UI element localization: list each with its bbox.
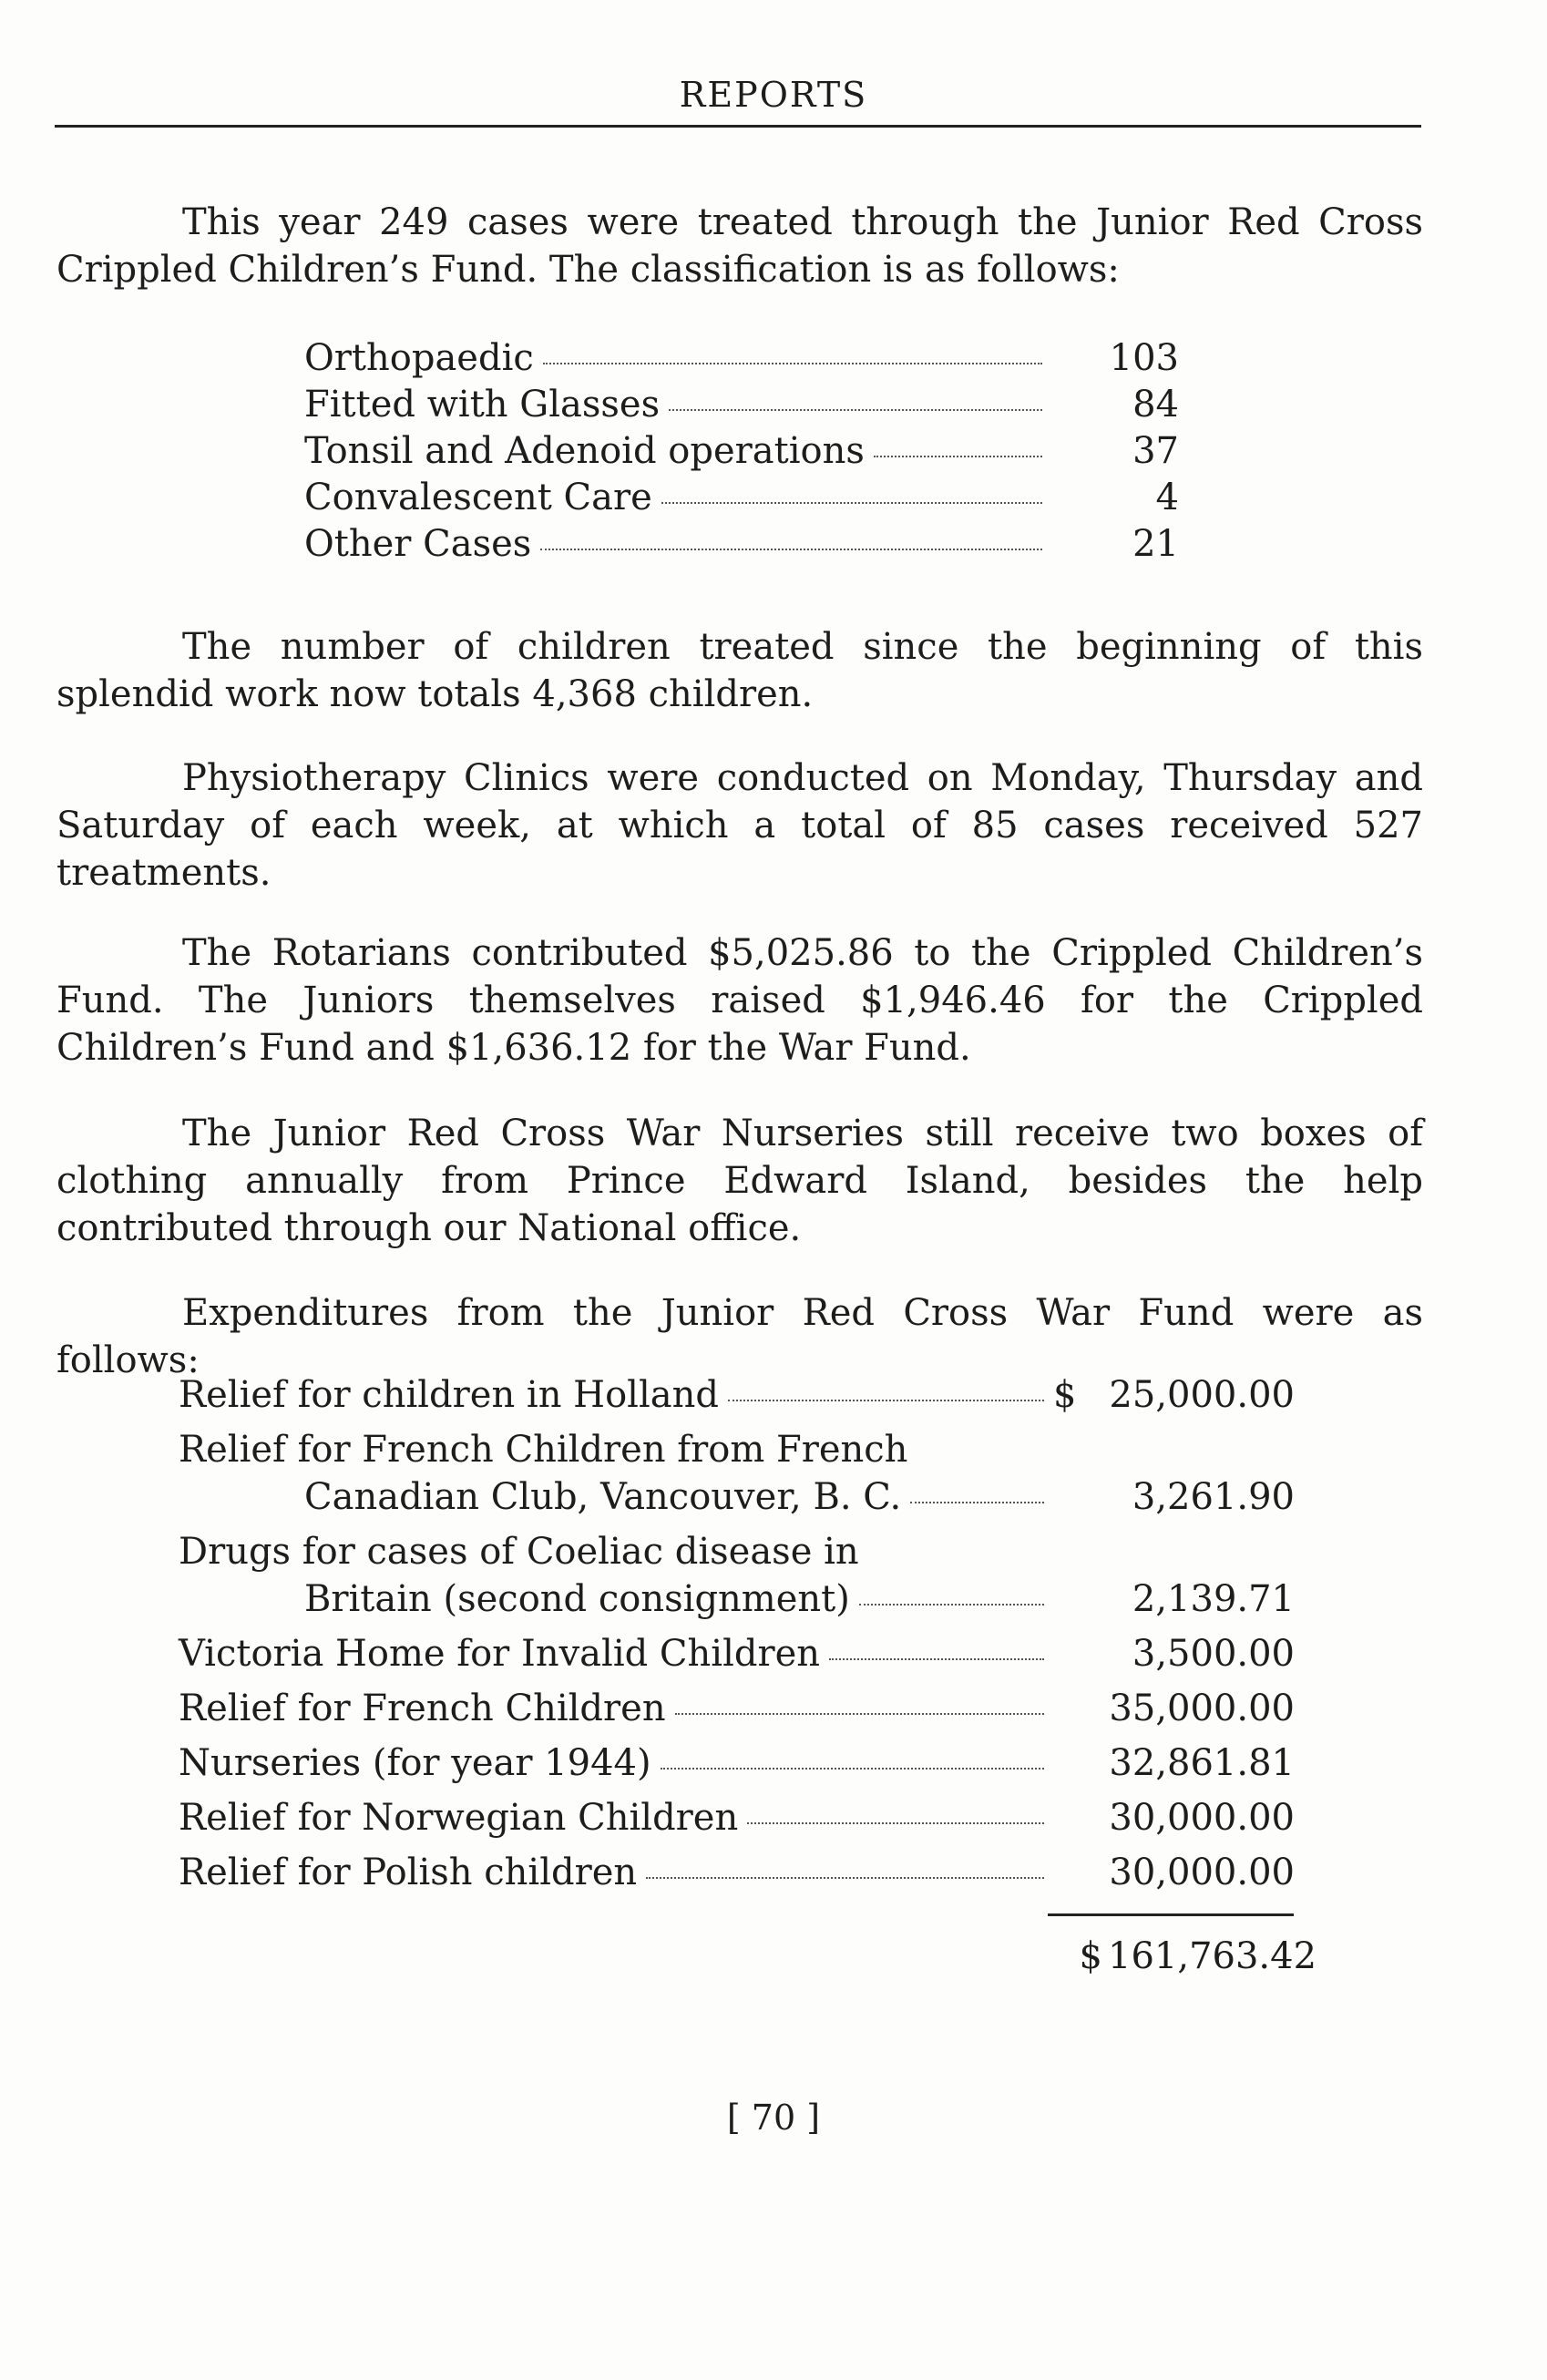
expenditure-label: Relief for Norwegian Children (179, 1797, 739, 1839)
page-number: [ 70 ] (726, 2098, 821, 2138)
dot-leader (661, 1768, 1044, 1770)
dot-leader (728, 1400, 1044, 1401)
paragraph-physiotherapy: Physiotherapy Clinics were conducted on Monday, Thursday and Saturday of each week, at which a total of 85 cases received 527 treatments. (56, 757, 1423, 894)
expenditure-label: Nurseries (for year 1944) (179, 1742, 651, 1784)
header-rule (55, 125, 1421, 128)
expenditures-table (179, 1374, 1295, 1906)
expenditure-row (179, 1374, 1295, 1429)
paragraph-expenditures-intro: Expenditures from the Junior Red Cross War Fund were as follows: (56, 1292, 1423, 1381)
dot-leader (829, 1658, 1044, 1660)
classification-value: 21 (1132, 523, 1179, 565)
classification-label: Other Cases (304, 523, 532, 565)
expenditure-amount: 30,000.00 (1109, 1797, 1295, 1839)
expenditure-amount: 3,261.90 (1132, 1476, 1295, 1518)
total-row (1048, 1935, 1317, 1977)
dot-leader (646, 1877, 1044, 1879)
classification-value: 84 (1132, 384, 1179, 426)
expenditure-label-continuation: Britain (second consignment) (304, 1578, 850, 1620)
total-rule (1048, 1913, 1294, 1916)
expenditure-row (179, 1429, 1295, 1476)
expenditure-amount: 25,000.00 (1109, 1374, 1295, 1416)
classification-label: Orthopaedic (304, 337, 534, 379)
classification-row (304, 430, 1179, 477)
expenditure-row-continuation (179, 1476, 1295, 1531)
total-amount: 161,763.42 (1108, 1935, 1317, 1977)
expenditure-label: Relief for children in Holland (179, 1374, 719, 1416)
expenditure-label: Relief for French Children from French (179, 1429, 908, 1471)
paragraph-war-nurseries: The Junior Red Cross War Nurseries still receive two boxes of clothing annually from Prince Edward Island, besides the help contributed through our National office. (56, 1113, 1423, 1249)
expenditure-amount: 3,500.00 (1132, 1633, 1295, 1675)
expenditure-amount: 30,000.00 (1109, 1852, 1295, 1893)
classification-label: Tonsil and Adenoid operations (304, 430, 865, 472)
expenditure-label: Victoria Home for Invalid Children (179, 1633, 821, 1675)
classification-value: 37 (1132, 430, 1179, 472)
expenditure-row (179, 1633, 1295, 1688)
dot-leader (675, 1713, 1044, 1715)
running-head: REPORTS (679, 75, 868, 115)
expenditure-label: Drugs for cases of Coeliac disease in (179, 1531, 859, 1573)
classification-label: Fitted with Glasses (304, 384, 661, 426)
classification-label: Convalescent Care (304, 477, 652, 518)
classification-row (304, 337, 1179, 384)
dot-leader (543, 363, 1042, 364)
expenditure-row (179, 1531, 1295, 1578)
expenditure-amount: 32,861.81 (1109, 1742, 1295, 1784)
paragraph-contributions: The Rotarians contributed $5,025.86 to the Crippled Children’s Fund. The Juniors themselves raised $1,946.46 for the Crippled Children’s Fund and $1,636.12 for the War Fund. (56, 932, 1423, 1069)
currency-sign: $ (1053, 1374, 1077, 1416)
expenditure-label: Relief for Polish children (179, 1852, 638, 1893)
paragraph-total-children: The number of children treated since the beginning of this splendid work now totals 4,368 children. (56, 626, 1423, 715)
expenditure-amount: 35,000.00 (1109, 1688, 1295, 1729)
expenditure-amount: 2,139.71 (1132, 1578, 1295, 1620)
classification-value: 4 (1155, 477, 1179, 518)
classification-row (304, 477, 1179, 523)
dot-leader (661, 502, 1042, 504)
expenditure-label: Relief for French Children (179, 1688, 666, 1729)
expenditure-row (179, 1742, 1295, 1797)
currency-sign: $ (1079, 1935, 1102, 1977)
expenditure-row (179, 1688, 1295, 1742)
dot-leader (540, 549, 1042, 550)
classification-row (304, 523, 1179, 569)
classification-table (304, 337, 1179, 569)
classification-row (304, 384, 1179, 430)
expenditure-row (179, 1852, 1295, 1906)
expenditure-row-continuation (179, 1578, 1295, 1633)
dot-leader (859, 1604, 1044, 1605)
classification-value: 103 (1109, 337, 1179, 379)
dot-leader (874, 456, 1042, 457)
dot-leader (669, 409, 1042, 411)
paragraph-intro: This year 249 cases were treated through the Junior Red Cross Crippled Children’s Fund. The classification is as follows: (56, 201, 1423, 291)
dot-leader (747, 1822, 1044, 1824)
expenditure-label-continuation: Canadian Club, Vancouver, B. C. (304, 1476, 902, 1518)
expenditure-row (179, 1797, 1295, 1852)
dot-leader (910, 1502, 1044, 1503)
